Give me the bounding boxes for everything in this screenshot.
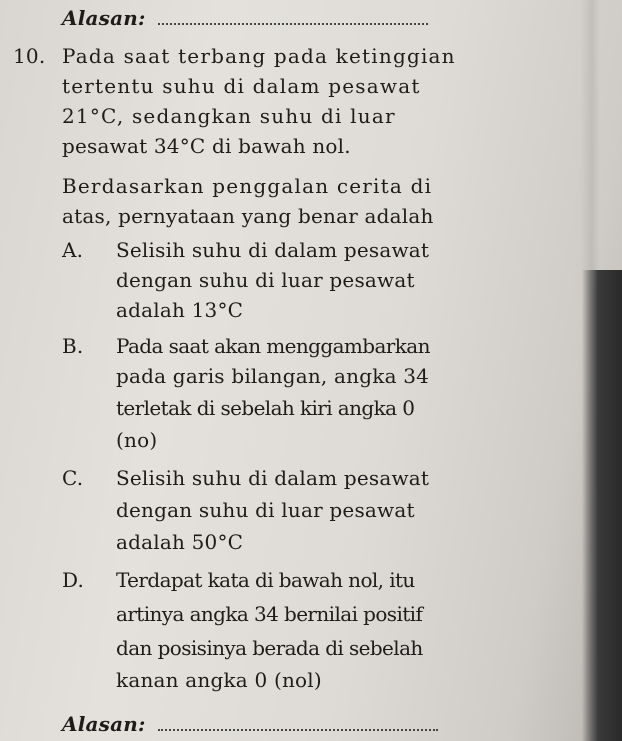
question-number: 10. (13, 44, 46, 68)
option-b-line: pada garis bilangan, angka 34 (116, 364, 430, 388)
option-a-letter: A. (62, 238, 84, 262)
top-alasan-row (62, 6, 428, 30)
option-c-letter: C. (62, 466, 84, 490)
option-a-line: adalah 13°C (116, 298, 244, 322)
alasan-label-bottom: Alasan: (62, 712, 146, 736)
option-d-line: dan posisinya berada di sebelah (116, 636, 423, 660)
alasan-label-top: Alasan: (62, 6, 146, 30)
option-d-line: artinya angka 34 bernilai positif (116, 602, 423, 626)
option-d-letter: D. (62, 568, 85, 592)
page-edge-shadow (582, 270, 622, 741)
answer-dotted-line-top[interactable] (158, 19, 428, 25)
question-prompt-line: atas, pernyataan yang benar adalah (62, 204, 434, 228)
option-b-letter: B. (62, 334, 84, 358)
option-c-line: dengan suhu di luar pesawat (116, 498, 415, 522)
question-line: pesawat 34°C di bawah nol. (62, 134, 351, 158)
option-c-line: Selisih suhu di dalam pesawat (116, 466, 430, 490)
option-c-line: adalah 50°C (116, 530, 244, 554)
option-a-line: Selisih suhu di dalam pesawat (116, 238, 430, 262)
bottom-alasan-row (62, 712, 438, 736)
option-a-line: dengan suhu di luar pesawat (116, 268, 415, 292)
option-b-line: Pada saat akan menggambarkan (116, 334, 430, 358)
question-line: 21°C, sedangkan suhu di luar (62, 104, 396, 128)
option-b-line: terletak di sebelah kiri angka 0 (116, 396, 415, 420)
question-line: tertentu suhu di dalam pesawat (62, 74, 421, 98)
question-line: Pada saat terbang pada ketinggian (62, 44, 456, 68)
option-b-line: (no) (116, 428, 158, 452)
option-d-line: kanan angka 0 (nol) (116, 668, 322, 692)
answer-dotted-line-bottom[interactable] (158, 725, 438, 731)
option-d-line: Terdapat kata di bawah nol, itu (116, 568, 415, 592)
question-prompt-line: Berdasarkan penggalan cerita di (62, 174, 433, 198)
